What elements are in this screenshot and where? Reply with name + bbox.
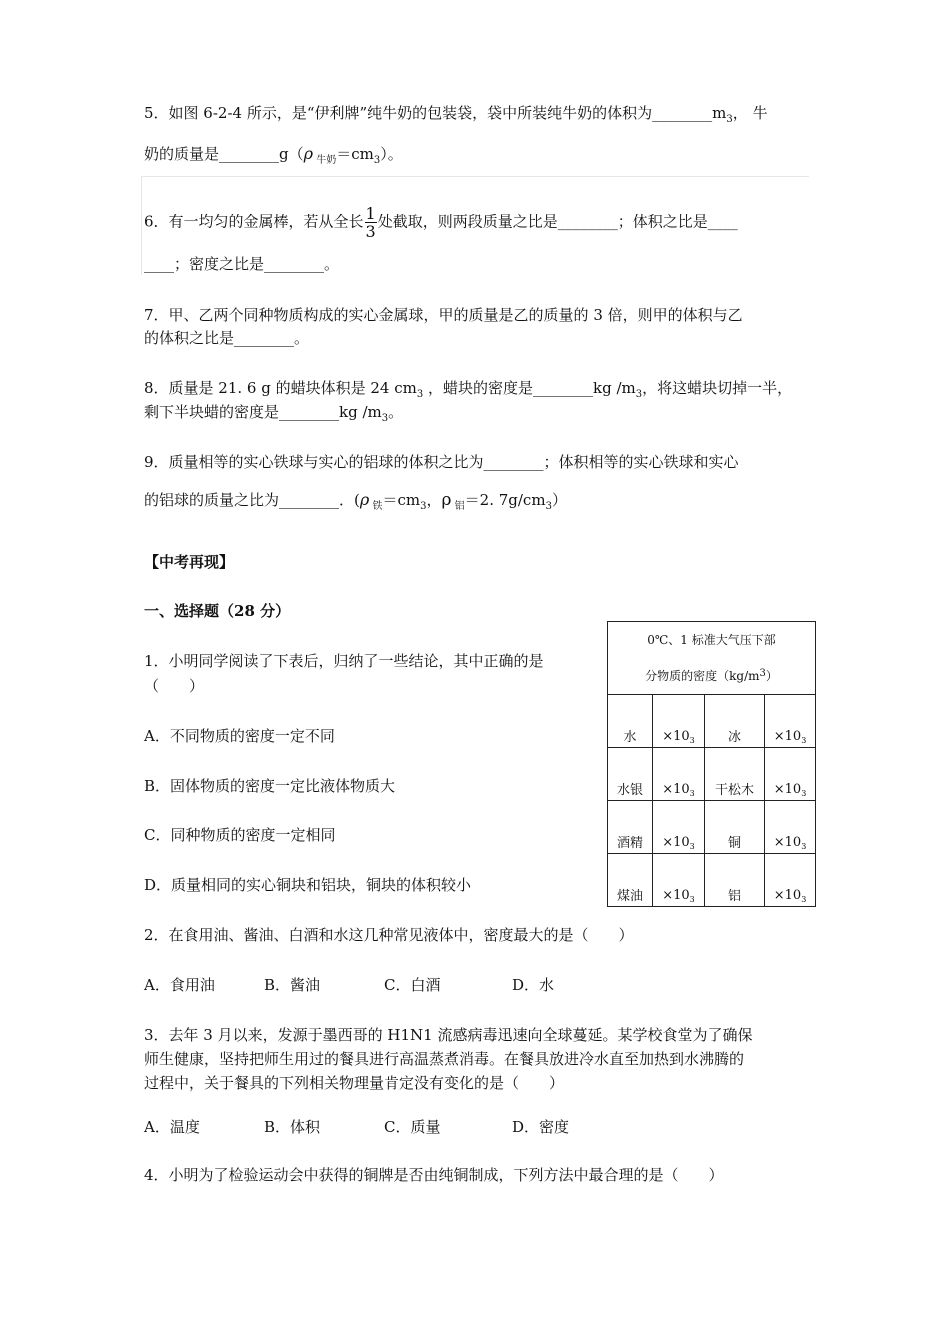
mc3-line1: 3．去年 3 月以来，发源于墨西哥的 H1N1 流感病毒迅速向全球蔓延。某学校食堂为了确保 <box>144 1026 753 1044</box>
table-row: 水 $\times 10_3$ 冰 $\times 10_3$ <box>608 695 816 748</box>
section-title: 【中考再现】 <box>144 553 235 571</box>
mc1-option-a: A．不同物质的密度一定不同 <box>144 727 335 745</box>
density-table <box>607 621 816 907</box>
mc1-option-d: D．质量相同的实心铜块和铝块，铜块的体积较小 <box>144 876 472 894</box>
q5-line2: 奶的质量是________g（ρ $_{牛奶}=cm_3$）。 <box>144 144 403 166</box>
table-row: 水银 $\times 10_3$ 干松木 $\times 10_3$ <box>608 748 816 801</box>
mc3-option-b: B．体积 <box>264 1118 321 1136</box>
mc1-stem-line2: （ ） <box>144 677 205 695</box>
mc3-option-c: C．质量 <box>384 1118 441 1136</box>
q8-line1: 8．质量是 21. 6 g 的蜡块体积是 24 $cm_3$ ，蜡块的密度是________kg $/m_3$，将这蜡块切掉一半， <box>144 379 793 400</box>
q5-line1: 5．如图 6-2-4 所示，是“伊利牌”纯牛奶的包装袋，袋中所装纯牛奶的体积为$\_\_\_\_\_\_\_\_m_3$， 牛 <box>144 104 768 125</box>
mc2-option-a: A．食用油 <box>144 976 215 994</box>
mc1-stem-line1: 1．小明同学阅读了下表后，归纳了一些结论，其中正确的是 <box>144 652 544 670</box>
mc3-line3: 过程中，关于餐具的下列相关物理量肯定没有变化的是（ ） <box>144 1074 565 1092</box>
table-row: 煤油 $\times 10_3$ 铝 $\times 10_3$ <box>608 854 816 907</box>
q7-line1: 7．甲、乙两个同种物质构成的实心金属球，甲的质量是乙的质量的 3 倍，则甲的体积与乙 <box>144 306 743 324</box>
table-caption: 0℃、1 标准大气压下部 分物质的密度$(kg/m^3)$ <box>608 622 816 695</box>
mc1-option-c: C．同种物质的密度一定相同 <box>144 826 336 844</box>
part-one-heading: 一、选择题（28 分） <box>144 602 291 620</box>
table-row: 酒精 $\times 10_3$ 铜 $\times 10_3$ <box>608 801 816 854</box>
fraction-one-third: $\frac{1}{3}$ <box>365 204 376 241</box>
q9-line2: 的铝球的质量之比为________．(ρ $_铁=cm_3$，ρ $_铝$＝2. $7g/cm_3$） <box>144 490 567 512</box>
q9-line1: 9．质量相等的实心铁球与实心的铝球的体积之比为________；体积相等的实心铁球和实心 <box>144 453 739 471</box>
mc3-option-a: A．温度 <box>144 1118 200 1136</box>
mc4-stem: 4．小明为了检验运动会中获得的铜牌是否由纯铜制成，下列方法中最合理的是（ ） <box>144 1166 724 1184</box>
q8-line2: 剩下半块蜡的密度是________kg $/m_3$。 <box>144 403 404 424</box>
mc2-option-b: B．酱油 <box>264 976 321 994</box>
mc3-option-d: D．密度 <box>512 1118 570 1136</box>
q7-line2: 的体积之比是________。 <box>144 329 310 347</box>
mc3-line2: 师生健康，坚持把师生用过的餐具进行高温蒸煮消毒。在餐具放进冷水直至加热到水沸腾的 <box>144 1050 745 1068</box>
q6-line1: 6．有一均匀的金属棒，若从全长 $\frac{1}{3}$ 处截取，则两段质量之比是________；体积之比是____ <box>144 204 738 241</box>
mc2-option-d: D．水 <box>512 976 555 994</box>
mc2-option-c: C．白酒 <box>384 976 441 994</box>
q6-line2: ____；密度之比是________。 <box>144 255 340 273</box>
mc1-option-b: B．固体物质的密度一定比液体物质大 <box>144 777 396 795</box>
mc2-stem: 2．在食用油、酱油、白酒和水这几种常见液体中，密度最大的是（ ） <box>144 926 634 944</box>
